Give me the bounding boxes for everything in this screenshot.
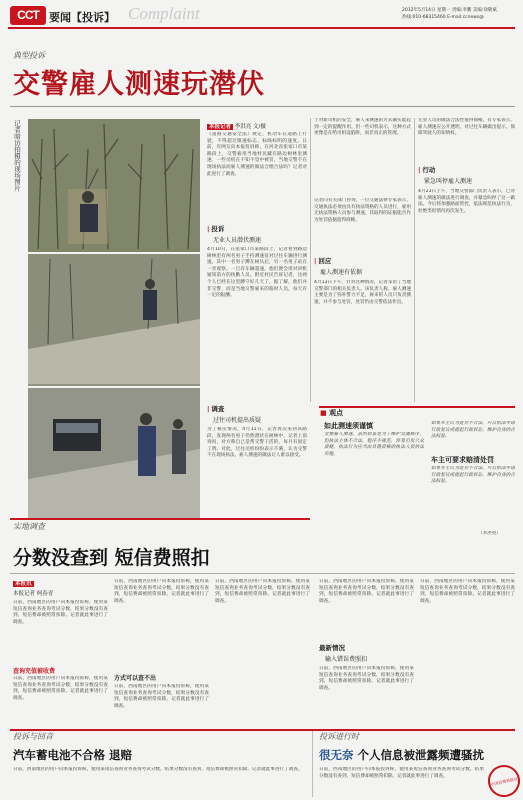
story2-col4b: 日前，西南地区的用户向本报投诉称，使用某短信查询业务查询考试分数，结果分数没有查到，短信费却被照常扣除。记者就此事进行了调查。 <box>319 666 414 691</box>
sub2-label: 调查 <box>211 405 225 413</box>
column-divider <box>414 118 415 402</box>
story2-col2: 日前，西南地区的用户向本报投诉称，使用某短信查询业务查询考试分数，结果分数没有查到，短信费却被照常扣除。记者就此事进行了调查。 <box>114 579 209 604</box>
story1-sub1 <box>207 224 224 233</box>
story2-sub3-sub: 输入错误费照扣 <box>325 656 368 663</box>
opinion-bullet-icon: ■ <box>320 409 327 417</box>
masthead-meta-contact: 热线:010-68315460 E-mail:ccnews@ <box>402 15 484 20</box>
story1-col3: 于对新司机的安全，雇人来测速的方式确实能起到一定的提醒作用。但一些司机表示，这种方式更像是在给司机设陷阱，而非真正的管理。 <box>314 118 411 137</box>
story2-col4: 日前，西南地区的用户向本报投诉称，使用某短信查询业务查询考试分数，结果分数没有查到，短信费却被照常扣除。记者就此事进行了调查。 <box>319 579 414 604</box>
sub3-label: 回应 <box>318 257 332 265</box>
story1-col4b: 4月23日上午，当地交警部门负责人表示，已对雇人测速的做法进行调查，并紧急叫停了这一做法。今后将加强路面管控，依法规范执法行为，杜绝类似情况再次发生。 <box>418 189 515 214</box>
story1-sub4-title: 紧急叫停雇人测速 <box>424 178 473 185</box>
story2-headline: 分数没查到 短信费照扣 <box>13 547 210 569</box>
story2-sub1-title: 查询充值被收费 <box>13 668 56 675</box>
sub-bar-icon: | <box>207 225 210 233</box>
story2-col5: 日前，西南地区的用户向本报投诉称，使用某短信查询业务查询考试分数，结果分数没有查到，短信费却被照常扣除。记者就此事进行了调查。 <box>420 579 515 604</box>
opinion-title: 如此测速须谨慎 <box>324 422 373 430</box>
sub4-label: 行动 <box>422 166 436 174</box>
story2-kicker: 实地调查 <box>13 522 45 531</box>
photo-illustration <box>28 119 200 519</box>
story3-headline: 汽车蓄电池不合格 退赔 <box>13 748 133 762</box>
byline-tag: 本报记者 <box>209 124 232 130</box>
story2-col3: 日前，西南地区的用户向本报投诉称，使用某短信查询业务查询考试分数，结果分数没有查到，短信费却被照常扣除。记者就此事进行了调查。 <box>215 579 310 604</box>
story1-headline: 交警雇人测速玩潜伏 <box>13 69 265 100</box>
story1-photo <box>28 119 200 519</box>
sub-bar-icon: | <box>418 166 421 174</box>
story1-col4: 无业人员的做法合法性值得商榷。有专家表示，雇人测速应公开透明，对过往车辆做出提示，保障驾驶人的知情权。 <box>418 118 515 137</box>
column-divider <box>310 118 311 402</box>
opinion-body2: 如果车主认为处罚不合法，可以依法申请行政复议或提起行政诉讼，维护自身的合法权益。 <box>431 466 515 485</box>
story2-byline-names: 本报记者 柯春青 <box>13 591 54 597</box>
story1-sub2-title: 过往司机提出质疑 <box>213 417 262 424</box>
story2-sub2-title: 方式可以查不出 <box>114 675 157 682</box>
opinion-title2: 车主可要求赔清处罚 <box>431 456 494 464</box>
byline-names: 李洪亮 文/摄 <box>234 124 266 130</box>
story1-sub1-title: 无业人员潜伏测速 <box>213 237 262 244</box>
story1-col3b: 记者向有关部门咨询，一位交通法律专家表示，交通执法必须由具有执法资格的人员进行，雇用无执法资格人员参与测速，其取得的证据能否作为处罚依据值得商榷。 <box>314 198 411 223</box>
story2-byline <box>13 579 34 587</box>
newspaper-logo: CCT <box>10 6 46 25</box>
story2-sub3 <box>319 643 345 652</box>
newspaper-stamp <box>485 762 523 800</box>
photo-caption-text: 记者暗访拍摄的现场图片 <box>13 120 21 192</box>
photo-caption <box>13 120 25 192</box>
story2-col2b: 日前，西南地区的用户向本报投诉称，使用某短信查询业务查询考试分数，结果分数没有查到，短信费却被照常扣除。记者就此事进行了调查。 <box>114 684 209 709</box>
sub3-title: 最新情况 <box>319 644 345 652</box>
byline-tag: 本报讯 <box>15 581 32 587</box>
story1-sub3 <box>314 256 331 265</box>
story1-col2: 4月10日，在张家口市某路段上，记者看到路边树林里有两名男子手持测速仪对过往车辆进行测速。其中一名男子蹲在树丛后，另一名男子站在一旁观察。一旦有车辆超速，他们便会用对讲机通知前方的执勤人员。附近村民告诉记者，这两个人已经在这里蹲守好几天了。据了解，他们并非交警，而是当地交警雇来的临时人员，每天有一定的报酬。 <box>207 247 307 299</box>
stamp-text: 中国消费者报社 <box>489 775 519 787</box>
opinion-body-right: 如果车主认为处罚不合法，可以依法申请行政复议或提起行政诉讼，维护自身的合法权益。 <box>431 421 515 440</box>
opinion-body: 交警雇人测速，虽然初衷是为了维护交通秩序，但执法主体不合法，程序不规范，容易引发公众质疑。执法行为应当由具备资格的执法人员依法实施。 <box>324 432 424 457</box>
opinion-tag-label: 观点 <box>329 409 344 417</box>
masthead-rule <box>8 27 515 29</box>
story4-headline-blue: 很无奈 <box>319 748 354 762</box>
opinion-signoff: （李洪亮） <box>478 531 501 536</box>
story1-kicker: 典型投诉 <box>13 51 45 60</box>
sub-bar-icon: | <box>207 405 210 413</box>
story1-col3c: 4月13日下午，针对这种情况，记者采访了当地交警部门的相关负责人。该负责人称，雇人测速主要是为了弥补警力不足，雇来的人员只负责测速，并不参与处罚，处罚仍由交警依法作出。 <box>314 280 411 305</box>
opinion-tag <box>320 408 343 418</box>
story1-intro: 《道路交通安全法》规定，机动车在道路上行驶，不得超过限速标志、标线标明的速度。日前，有网友向本报投诉称，在河北省张家口市某路段上，交警雇用当地村民藏在路边树林里测速，一些司机在不知不觉中被罚，当地交警不在现场执法而雇人测速的做法合理合法吗？记者对此进行了调查。 <box>207 132 307 177</box>
section-rule <box>10 729 515 731</box>
section-ghost-title: Complaint <box>128 4 200 23</box>
story4-headline <box>319 747 484 763</box>
story1-col2b: 为了核实情况，4月11日，记者再次来到该路段，发现两名男子仍然潜伏在树林中。记者上前询问，对方称自己是帮交警干活的，每月有固定工资。对此，过往司机纷纷表示不满，认为交警不在现场执法，雇人测速的做法让人难以接受。 <box>207 427 307 459</box>
column-divider <box>312 731 313 797</box>
story2-col1b: 日前，西南地区的用户向本报投诉称，使用某短信查询业务查询考试分数，结果分数没有查到，短信费却被照常扣除。记者就此事进行了调查。 <box>13 676 108 701</box>
story3-kicker: 投诉与回音 <box>13 732 53 741</box>
headline-rule <box>10 106 515 107</box>
story1-sub3-title: 雇人测速有依据 <box>320 269 363 276</box>
masthead-meta-date: 2012年5月14日 星期一 责编:李鹏 美编:徐敬斌 <box>402 8 497 13</box>
section-title: 要闻【投诉】 <box>49 11 115 24</box>
headline-rule <box>10 573 515 574</box>
story1-byline <box>207 122 266 130</box>
story2-col1: 日前，西南地区的用户向本报投诉称，使用某短信查询业务查询考试分数，结果分数没有查到，短信费却被照常扣除。记者就此事进行了调查。 <box>13 600 108 625</box>
story4-headline-rest: 个人信息被泄露频遭骚扰 <box>357 748 485 762</box>
story1-sub2 <box>207 404 224 413</box>
sub-bar-icon: | <box>314 257 317 265</box>
section-rule <box>10 518 310 520</box>
story4-kicker: 投诉进行时 <box>319 732 359 741</box>
story1-sub4 <box>418 165 435 174</box>
story4-body: 日前，西南地区的用户向本报投诉称，使用某短信查询业务查询考试分数，结果分数没有查到，短信费却被照常扣除。记者就此事进行了调查。 <box>319 767 484 779</box>
story3-body: 日前，西南地区的用户向本报投诉称，使用某短信查询业务查询考试分数，结果分数没有查到，短信费却被照常扣除。记者就此事进行了调查。 <box>13 767 303 772</box>
sub1-label: 投诉 <box>211 225 225 233</box>
